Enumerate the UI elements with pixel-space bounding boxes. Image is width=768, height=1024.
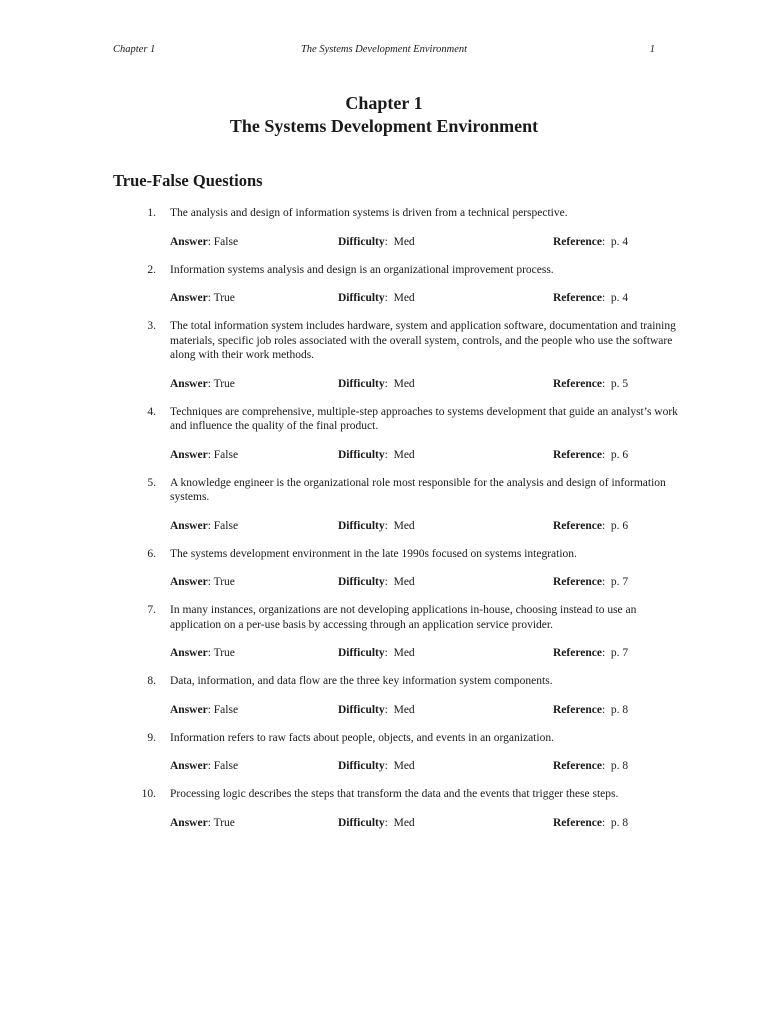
header-title: The Systems Development Environment: [300, 44, 468, 55]
difficulty-value: Med: [393, 760, 415, 772]
question-text: The total information system includes hardware, system and application software, documentation and training materials, specific job roles associated with the overall system, controls, and the people who use the software along with their work methods.: [170, 320, 676, 361]
answer-field: Answer: True: [170, 576, 235, 588]
question-number: 9.: [147, 731, 156, 744]
reference-value: p. 4: [610, 235, 629, 248]
question-meta: [0, 816, 768, 831]
chapter-name: The Systems Development Environment: [229, 116, 539, 136]
header-chapter: Chapter 1: [113, 44, 156, 55]
reference-field: Reference: p. 8: [553, 703, 629, 716]
reference-value: p. 6: [610, 519, 629, 532]
question-number: 5.: [147, 476, 156, 489]
difficulty-field: Difficulty: Med: [338, 448, 415, 461]
question-meta: [0, 291, 768, 306]
question-item: [0, 603, 768, 661]
question-item: [0, 547, 768, 591]
question-item: [0, 263, 768, 307]
question-text: Processing logic describes the steps that transform the data and the events that trigger these steps.: [170, 788, 619, 800]
answer-value: False: [213, 235, 239, 248]
answer-value: True: [213, 377, 235, 390]
question-number: 2.: [147, 263, 156, 276]
reference-value: p. 7: [610, 576, 629, 588]
reference-label: Reference: [553, 377, 602, 390]
difficulty-field: Difficulty: Med: [338, 576, 415, 588]
answer-label: Answer: [170, 816, 208, 829]
difficulty-value: Med: [393, 576, 415, 588]
question-number: 4.: [147, 405, 156, 418]
difficulty-field: Difficulty: Med: [338, 292, 415, 304]
answer-value: False: [213, 519, 239, 532]
answer-label: Answer: [170, 292, 208, 304]
answer-field: Answer: False: [170, 760, 239, 772]
reference-label: Reference: [553, 519, 602, 532]
reference-label: Reference: [553, 292, 602, 304]
reference-label: Reference: [553, 647, 602, 659]
difficulty-field: Difficulty: Med: [338, 703, 415, 716]
reference-label: Reference: [553, 703, 602, 716]
question-number: 6.: [147, 547, 156, 560]
question-text: Techniques are comprehensive, multiple-step approaches to systems development that guide an analyst’s work and influence the quality of the final product.: [170, 405, 678, 432]
reference-label: Reference: [553, 576, 602, 588]
answer-value: False: [213, 448, 239, 461]
reference-value: p. 4: [610, 292, 629, 304]
answer-label: Answer: [170, 703, 208, 716]
question-text: The systems development environment in the late 1990s focused on systems integration.: [170, 547, 577, 560]
question-item: [0, 787, 768, 831]
difficulty-field: Difficulty: Med: [338, 235, 415, 248]
question-number: 7.: [147, 604, 156, 616]
difficulty-label: Difficulty: [338, 377, 385, 390]
difficulty-field: Difficulty: Med: [338, 760, 415, 772]
running-header: [0, 44, 768, 60]
reference-field: Reference: p. 4: [553, 292, 629, 304]
difficulty-label: Difficulty: [338, 703, 385, 716]
answer-field: Answer: False: [170, 703, 239, 716]
answer-value: True: [213, 647, 235, 659]
answer-field: Answer: False: [170, 448, 239, 461]
difficulty-value: Med: [393, 235, 415, 248]
answer-label: Answer: [170, 377, 208, 390]
question-item: [0, 731, 768, 775]
difficulty-label: Difficulty: [338, 816, 385, 829]
difficulty-field: Difficulty: Med: [338, 377, 415, 390]
question-list: [0, 206, 768, 844]
reference-field: Reference: p. 7: [553, 576, 629, 588]
difficulty-field: Difficulty: Med: [338, 519, 415, 532]
reference-field: Reference: p. 8: [553, 816, 629, 829]
reference-value: p. 6: [610, 448, 629, 461]
question-text: Information refers to raw facts about people, objects, and events in an organization.: [170, 731, 554, 744]
difficulty-label: Difficulty: [338, 647, 385, 659]
reference-value: p. 8: [610, 703, 629, 716]
answer-label: Answer: [170, 235, 208, 248]
reference-field: Reference: p. 6: [553, 519, 629, 532]
difficulty-value: Med: [393, 448, 415, 461]
question-item: [0, 674, 768, 718]
answer-field: Answer: True: [170, 292, 235, 304]
difficulty-field: Difficulty: Med: [338, 647, 415, 659]
question-meta: [0, 377, 768, 392]
difficulty-value: Med: [393, 292, 415, 304]
question-meta: [0, 646, 768, 661]
section-heading: True-False Questions: [113, 171, 263, 190]
question-meta: [0, 575, 768, 590]
answer-field: Answer: False: [170, 519, 239, 532]
question-text: The analysis and design of information systems is driven from a technical perspective.: [170, 207, 568, 219]
answer-label: Answer: [170, 760, 208, 772]
answer-label: Answer: [170, 576, 208, 588]
question-meta: [0, 448, 768, 463]
answer-field: Answer: True: [170, 816, 235, 829]
difficulty-value: Med: [393, 816, 415, 829]
answer-value: False: [213, 760, 239, 772]
reference-field: Reference: p. 5: [553, 377, 629, 390]
difficulty-label: Difficulty: [338, 576, 385, 588]
reference-label: Reference: [553, 816, 602, 829]
question-number: 10.: [141, 788, 156, 800]
difficulty-label: Difficulty: [338, 448, 385, 461]
answer-field: Answer: True: [170, 647, 235, 659]
answer-field: Answer: True: [170, 377, 235, 390]
question-number: 3.: [147, 320, 156, 332]
question-meta: [0, 519, 768, 534]
difficulty-value: Med: [393, 703, 415, 716]
difficulty-label: Difficulty: [338, 519, 385, 532]
answer-value: False: [213, 703, 239, 716]
reference-value: p. 8: [610, 760, 629, 772]
reference-value: p. 5: [610, 377, 629, 390]
difficulty-label: Difficulty: [338, 235, 385, 248]
question-text: Data, information, and data flow are the three key information system components.: [170, 675, 553, 687]
question-meta: [0, 703, 768, 718]
reference-value: p. 8: [610, 816, 629, 829]
reference-field: Reference: p. 7: [553, 647, 629, 659]
difficulty-value: Med: [393, 519, 415, 532]
reference-field: Reference: p. 6: [553, 448, 629, 461]
reference-label: Reference: [553, 760, 602, 772]
question-number: 1.: [147, 207, 156, 219]
reference-value: p. 7: [610, 647, 629, 659]
difficulty-field: Difficulty: Med: [338, 816, 415, 829]
question-meta: [0, 235, 768, 250]
difficulty-label: Difficulty: [338, 760, 385, 772]
reference-label: Reference: [553, 448, 602, 461]
answer-label: Answer: [170, 647, 208, 659]
reference-field: Reference: p. 4: [553, 235, 629, 248]
answer-field: Answer: False: [170, 235, 239, 248]
answer-value: True: [213, 292, 235, 304]
question-item: [0, 206, 768, 250]
question-number: 8.: [147, 675, 156, 687]
chapter-title: [0, 92, 768, 138]
difficulty-value: Med: [393, 377, 415, 390]
answer-label: Answer: [170, 448, 208, 461]
header-page-number: 1: [649, 44, 655, 55]
question-item: [0, 476, 768, 534]
question-item: [0, 319, 768, 392]
question-item: [0, 405, 768, 463]
question-text: In many instances, organizations are not developing applications in-house, choosing instead to use an application on a per-use basis by accessing through an application service provider.: [170, 604, 637, 631]
reference-field: Reference: p. 8: [553, 760, 629, 772]
question-meta: [0, 759, 768, 774]
difficulty-value: Med: [393, 647, 415, 659]
question-text: Information systems analysis and design is an organizational improvement process.: [170, 263, 554, 276]
answer-label: Answer: [170, 519, 208, 532]
answer-value: True: [213, 816, 235, 829]
answer-value: True: [213, 576, 235, 588]
chapter-number: Chapter 1: [345, 93, 423, 113]
difficulty-label: Difficulty: [338, 292, 385, 304]
reference-label: Reference: [553, 235, 602, 248]
question-text: A knowledge engineer is the organizational role most responsible for the analysis and design of information systems.: [170, 476, 666, 503]
